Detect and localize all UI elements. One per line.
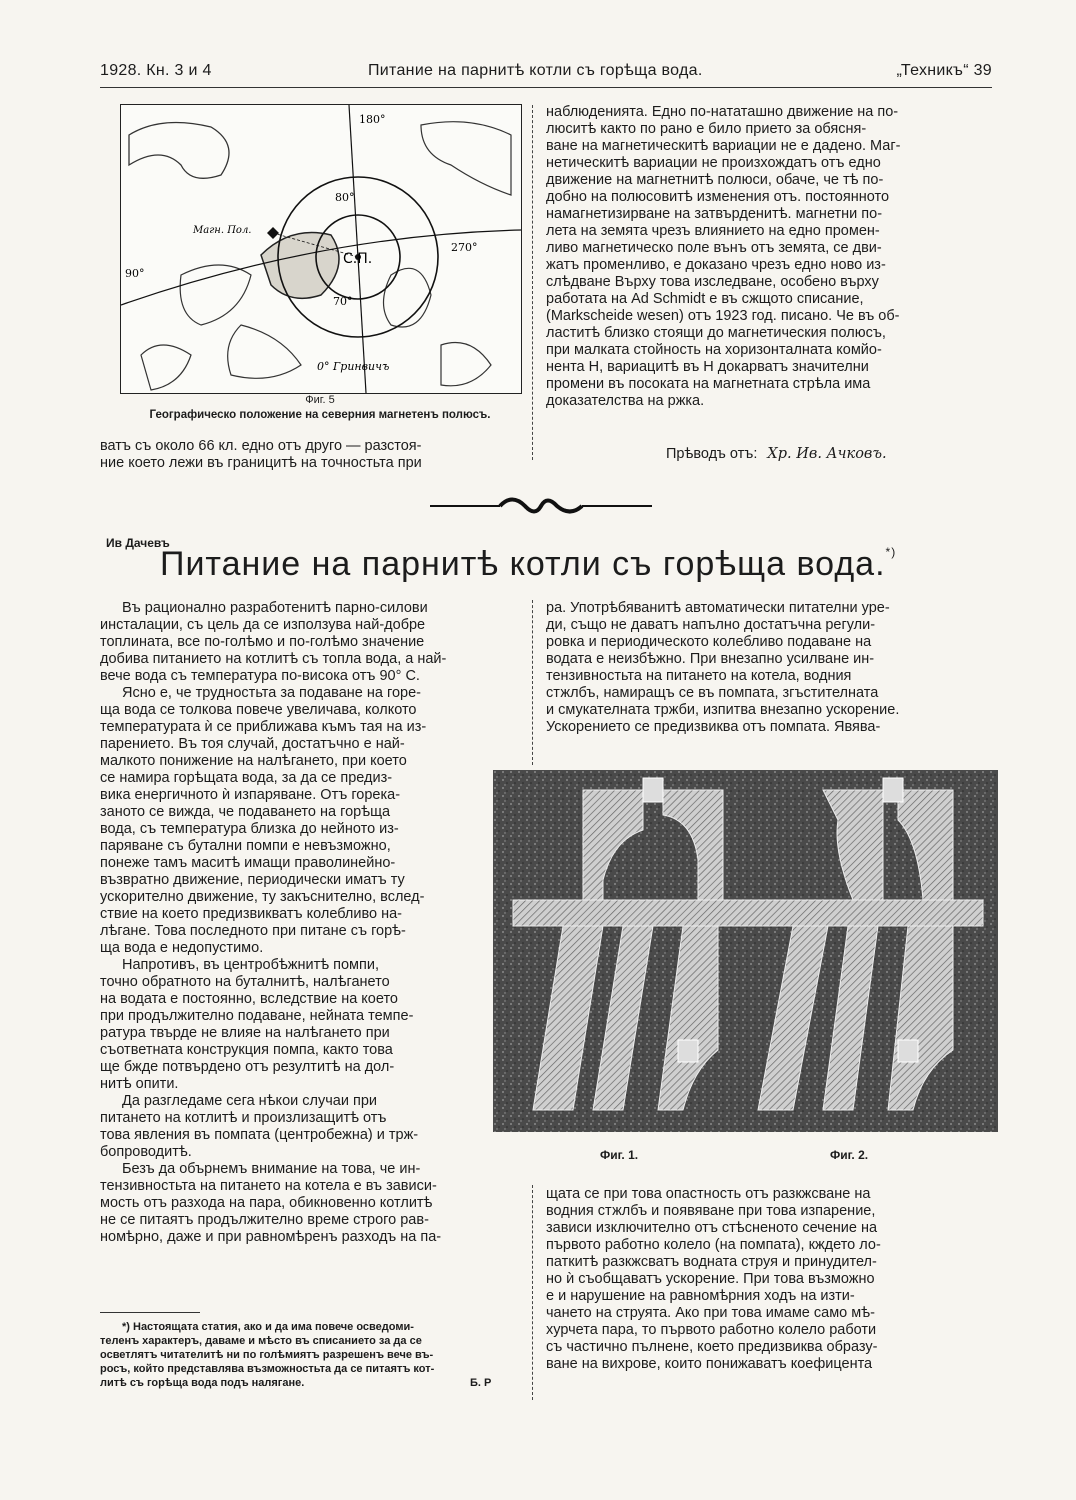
map-label-pole: С.П. <box>343 251 373 267</box>
text-line: паряване съ бутални помпи е невъзможно, <box>100 838 391 854</box>
column-divider-mid <box>532 600 533 765</box>
text-line: тензивностьта на питането на котела е въ зависи- <box>100 1178 437 1194</box>
footnote-signature: Б. Р <box>470 1377 492 1389</box>
text-line: наблюденията. Едно по-нататашно движение на по- <box>546 104 899 120</box>
text-line: ровка и периодическото колебливо подаване на <box>546 634 872 650</box>
translator-name: Хр. Ив. Ачковъ. <box>767 446 887 462</box>
text-line: нетическитѣ вариации не произхождатъ отъ едно <box>546 155 881 171</box>
pump-illustration <box>493 770 998 1132</box>
text-line: Напротивъ, въ центробѣжнитѣ помпи, <box>122 957 379 973</box>
right-main-column-bottom <box>546 1186 994 1373</box>
text-line: вече вода съ температура по-висока отъ 90° С. <box>100 668 420 684</box>
text-line: малкото понижение на налѣгането, при което <box>100 753 407 769</box>
text-line: водата е неизбѣжно. При внезапно усилване ин- <box>546 651 875 667</box>
text-line: точно обратното на буталнитѣ, налѣгането <box>100 974 390 990</box>
figure5-map <box>120 104 522 394</box>
text-line: жатъ променливо, е доказано чрезъ едно ново из- <box>546 257 886 273</box>
article-author: Ив Дачевъ <box>106 536 170 550</box>
footnote-line: теленъ характеръ, даваме и мѣсто въ списанието за да се <box>100 1335 422 1347</box>
text-line: ване на магнетическитѣ вариации не е дадено. Маг- <box>546 138 901 154</box>
map-label-80: 80° <box>335 191 355 204</box>
text-line: вода, съ температура близка до нейното из- <box>100 821 399 837</box>
text-line: ствие на което предизвикватъ колебливо на- <box>100 906 403 922</box>
text-line: нента Н, вариацитѣ въ Н докарватъ значителни <box>546 359 869 375</box>
text-line: работата на Ad Schmidt е въ сжщото списание, <box>546 291 864 307</box>
map-label-180: 180° <box>359 113 386 126</box>
text-line: но ѝ съобщаватъ ускорение. При това възможно <box>546 1271 875 1287</box>
text-line: ние което лежи въ границитѣ на точностьта при <box>100 455 422 471</box>
text-line: ластитѣ близко стоящи до магнетическия полюсъ, <box>546 325 886 341</box>
right-top-text <box>546 104 994 410</box>
text-line: топлината, все по-голѣмо и по-голѣмо значение <box>100 634 425 650</box>
map-illustration <box>121 105 521 393</box>
text-line: инсталации, съ цель да се използува най-добре <box>100 617 426 633</box>
footnote-line: осветлятъ читателитѣ ни по голѣмиятъ разрешенъ вече въ- <box>100 1349 434 1361</box>
text-line: Въ рационално разработенитѣ парно-силови <box>122 600 428 616</box>
text-line: тензивностьта на питането на котела, водния <box>546 668 852 684</box>
column-divider-top <box>532 105 533 460</box>
text-line: е и нарушение на равномѣрния ходъ на изти- <box>546 1288 855 1304</box>
left-top-text <box>100 438 520 472</box>
text-line: слѣдване Върху това изследване, особено върху <box>546 274 879 290</box>
figure2-caption: Фиг. 2. <box>830 1148 869 1162</box>
figure5-number: Фиг. 5 <box>305 394 335 406</box>
text-line: ливо магнетическо поле вънъ отъ земята, се дви- <box>546 240 882 256</box>
text-line: първото работно колело (на помпата), кждето ло- <box>546 1237 881 1253</box>
text-line: доказателства на ржка. <box>546 393 705 409</box>
text-line: ускорително движение, ту закъснително, вслед- <box>100 889 425 905</box>
map-label-magnetic-pole: Магн. Пол. <box>193 225 252 236</box>
figure5-caption: Географическо положение на северния магнетенъ полюсъ. <box>149 409 491 421</box>
text-line: и смукателната тржби, изпитва внезапно ускорение. <box>546 702 900 718</box>
text-line: промени въ посоката на магнетната стрѣла има <box>546 376 871 392</box>
text-line: температурата ѝ се приближава къмъ тая на из- <box>100 719 427 735</box>
text-line: съ частично пълнене, което предизвиква образу- <box>546 1339 878 1355</box>
footnote-line: литѣ съ горѣща вода подъ налягане. <box>100 1377 305 1389</box>
article-title-text: Питание на парнитѣ котли съ горѣща вода. <box>160 545 886 583</box>
text-line: добива питанието на котлитѣ съ топла вода, а най- <box>100 651 447 667</box>
text-line: движение на магнетнитѣ полюси, обаче, че тѣ по- <box>546 172 884 188</box>
text-line: възвратно движение, периодически иматъ ту <box>100 872 405 888</box>
right-main-column-top <box>546 600 994 736</box>
text-line: номѣрно, даже и при равномѣренъ разходъ на па- <box>100 1229 442 1245</box>
text-line: мость отъ разхода на пара, обикновенно котлитѣ <box>100 1195 433 1211</box>
left-main-column <box>100 600 526 1246</box>
text-line: люситѣ както по рано е било прието за обясня- <box>546 121 867 137</box>
text-line: при малката стойность на хоризонталната комйо- <box>546 342 882 358</box>
text-line: съответната конструкция помпа, както това <box>100 1042 393 1058</box>
text-line: ди, също не даватъ напълно достатъчна регули- <box>546 617 876 633</box>
text-line: Ясно е, че трудностьта за подаване на горе- <box>122 685 421 701</box>
footnote <box>100 1320 526 1390</box>
translation-label: Прѣводъ отъ: <box>666 446 758 462</box>
text-line: зависи изключително отъ стѣсненото сечение на <box>546 1220 878 1236</box>
article-title <box>160 545 960 584</box>
text-line: стжлбъ, намиращъ се въ помпата, згъстителната <box>546 685 879 701</box>
text-line: при продължително подаване, нейната темпе- <box>100 1008 414 1024</box>
text-line: ра. Употрѣбяванитѣ автоматически питателни уре- <box>546 600 890 616</box>
text-line: нитѣ опити. <box>100 1076 179 1092</box>
figure1-caption: Фиг. 1. <box>600 1148 639 1162</box>
text-line: хурчета пара, то първото работно колело работи <box>546 1322 877 1338</box>
text-line: Ускорението се предизвиква отъ помпата. Явява- <box>546 719 881 735</box>
text-line: ще бжде потвърдено отъ резултитѣ на дол- <box>100 1059 395 1075</box>
footnote-line: росъ, който представлява възможностьта да се питаятъ кот- <box>100 1363 435 1375</box>
text-line: на водата е постоянно, вследствие на което <box>100 991 398 1007</box>
text-line: водния стжлбъ и появяване при това изпарение, <box>546 1203 876 1219</box>
ornament-divider <box>430 495 652 517</box>
text-line: щата се при това опастность отъ разкжсване на <box>546 1186 871 1202</box>
pump-cross-section-figure <box>493 770 998 1132</box>
text-line: добно на полюсовитѣ изменения отъ. постоянното <box>546 189 890 205</box>
text-line: това явления въ помпата (центробежна) и трж- <box>100 1127 419 1143</box>
header-journal-page: „Техникъ“ 39 <box>896 62 992 79</box>
text-line: ща вода се толкова повече увеличава, колкото <box>100 702 417 718</box>
text-line: питането на котлитѣ и произлизащитѣ отъ <box>100 1110 387 1126</box>
map-label-70: 70° <box>333 295 353 308</box>
footnote-line: *) Настоящата статия, ако и да има повече осведоми- <box>122 1321 414 1333</box>
map-label-greenwich: 0° Гринвичъ <box>317 360 390 373</box>
column-divider-bottom <box>532 1185 533 1400</box>
text-line: парението. Въ тоя случай, достатъчно е най- <box>100 736 405 752</box>
text-line: ватъ съ около 66 кл. едно отъ друго — разстоя- <box>100 438 422 454</box>
text-line: лѣгане. Това последното при питане съ горѣ- <box>100 923 406 939</box>
text-line: бопроводитѣ. <box>100 1144 192 1160</box>
text-line: се намира горѣщата вода, за да се предиз- <box>100 770 393 786</box>
text-line: не се питаятъ продължително време строго рав- <box>100 1212 429 1228</box>
map-label-90: 90° <box>125 267 145 280</box>
header-issue: 1928. Кн. 3 и 4 <box>100 62 212 79</box>
text-line: намагнетизирване на затвърденитѣ. магнетни по- <box>546 206 883 222</box>
text-line: ща вода е недопустимо. <box>100 940 264 956</box>
text-line: лета на земята чрезъ влиянието на едно промен- <box>546 223 880 239</box>
footnote-rule <box>100 1312 200 1313</box>
text-line: чането на струята. Ако при това имаме само мѣ- <box>546 1305 875 1321</box>
text-line: вика енергичното ѝ изпаряване. Отъ горека- <box>100 787 401 803</box>
header-title: Питание на парнитѣ котли съ горѣща вода. <box>368 62 703 79</box>
text-line: ратура твърде не влияе на налѣгането при <box>100 1025 390 1041</box>
header-rule <box>100 87 992 88</box>
map-label-270: 270° <box>451 241 478 254</box>
running-header <box>100 62 992 86</box>
text-line: заното се вижда, че подаването на горѣща <box>100 804 391 820</box>
text-line: ване на вихрове, които понижаватъ коефицента <box>546 1356 873 1372</box>
text-line: Безъ да обърнемъ внимание на това, че ин- <box>122 1161 421 1177</box>
translation-credit <box>666 446 887 462</box>
title-footnote-mark: *) <box>885 545 897 559</box>
text-line: (Markscheide wesen) отъ 1923 год. писано. Че въ об- <box>546 308 900 324</box>
text-line: Да разгледаме сега нѣкои случаи при <box>122 1093 377 1109</box>
text-line: паткитѣ разкжсватъ водната струя и принудител- <box>546 1254 877 1270</box>
text-line: понеже тамъ маситѣ имащи праволинейно- <box>100 855 396 871</box>
